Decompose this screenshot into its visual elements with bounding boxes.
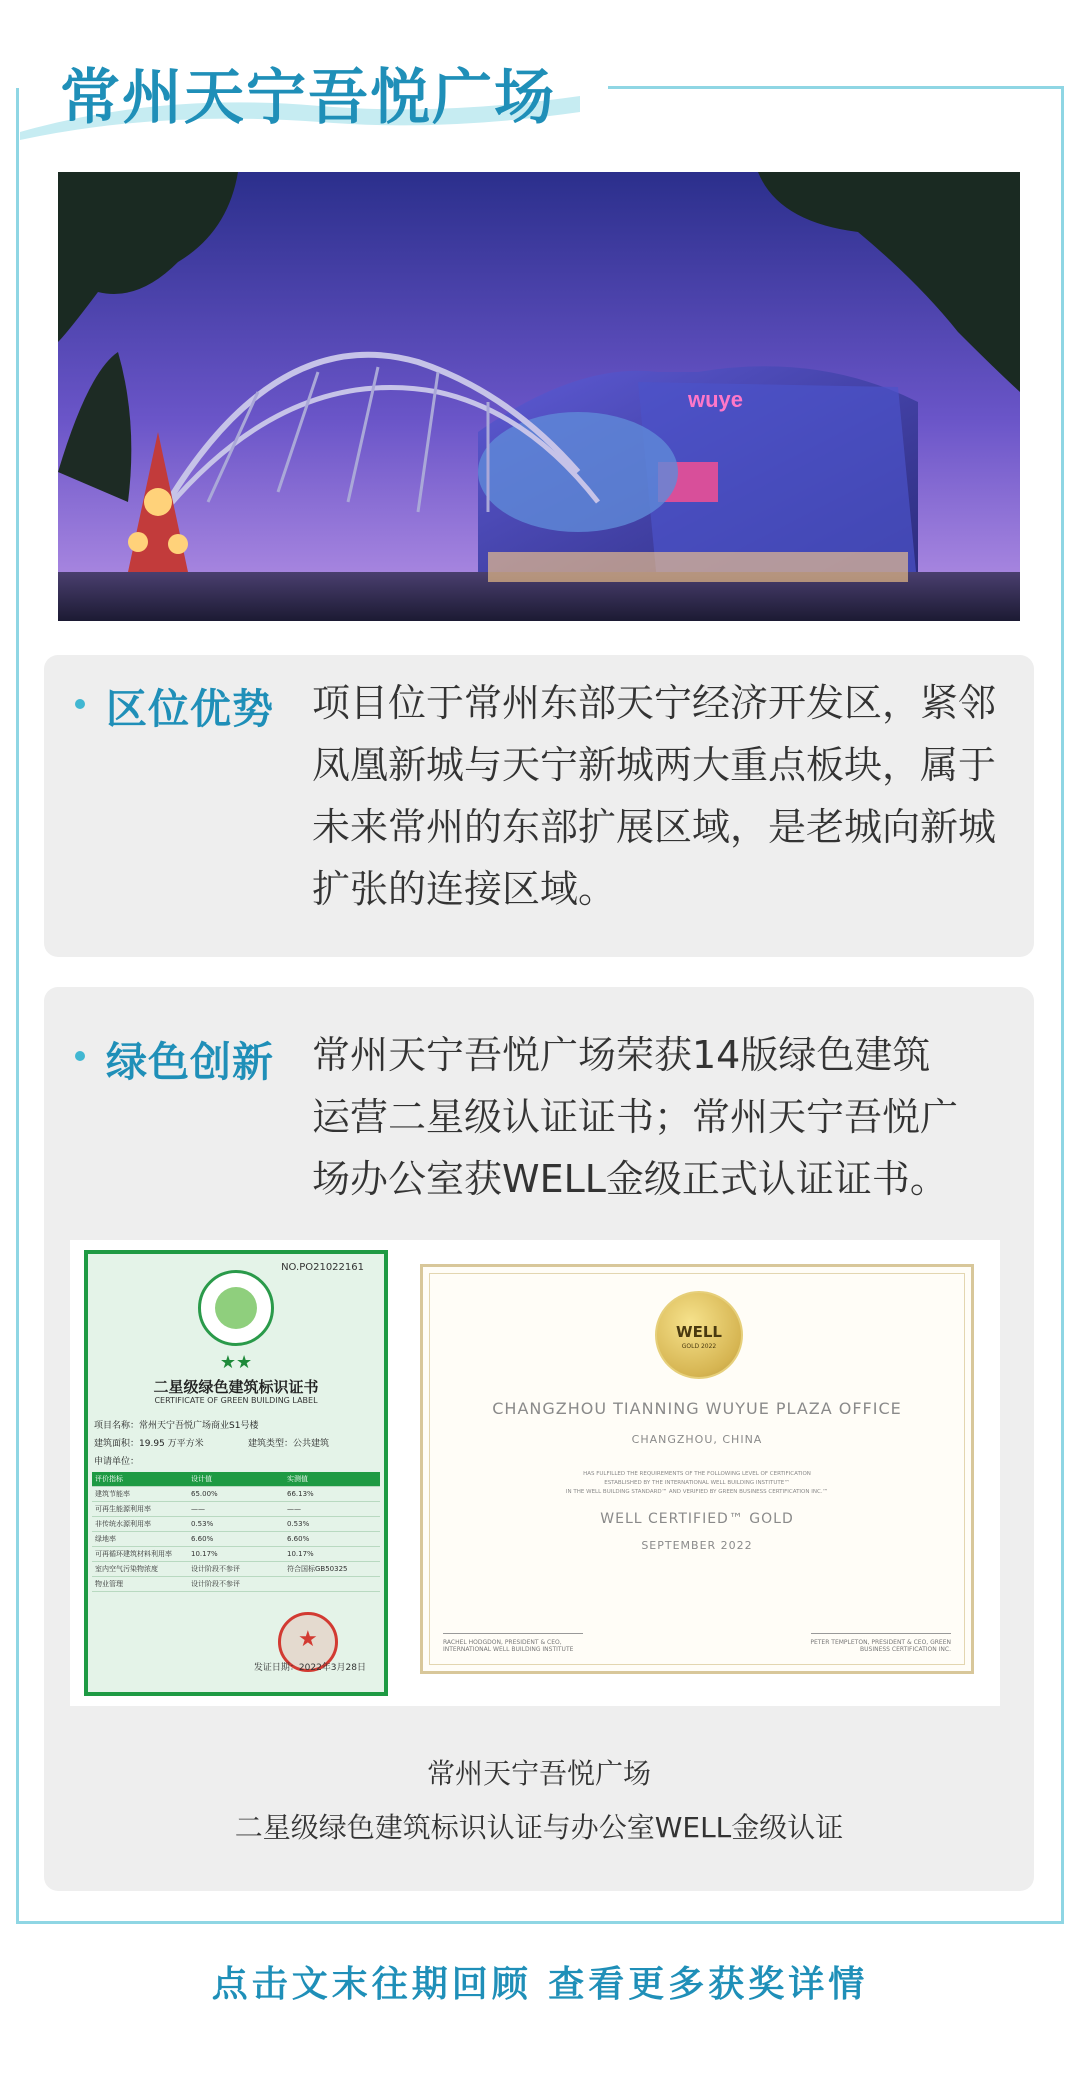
table-cell: 可再生能源利用率 [95, 1505, 151, 1513]
green-building-seal-icon [198, 1270, 274, 1346]
column-header: 设计值 [191, 1475, 212, 1483]
signer-left: RACHEL HODGDON, PRESIDENT & CEO, INTERNATIONAL WELL BUILDING INSTITUTE [443, 1639, 574, 1653]
table-row [92, 1532, 380, 1547]
green-innovation-label: 绿色创新 [106, 1038, 274, 1086]
table-row [92, 1562, 380, 1577]
certification-level: WELL CERTIFIED™ GOLD [600, 1511, 794, 1527]
well-certificate [420, 1264, 974, 1674]
project-name: 项目名称：常州天宁吾悦广场商业S1号楼 [94, 1421, 259, 1431]
text-line: 场办公室获WELL金级正式认证证书。 [312, 1157, 948, 1201]
text-line: 运营二星级认证证书；常州天宁吾悦广 [312, 1095, 959, 1139]
table-row [92, 1487, 380, 1502]
title-rule [608, 86, 1064, 89]
building-type: 建筑类型：公共建筑 [248, 1439, 330, 1449]
caption-line-1: 常州天宁吾悦广场 [426, 1757, 651, 1790]
caption-line-2: 二星级绿色建筑标识认证与办公室WELL金级认证 [234, 1811, 844, 1844]
text-line: 扩张的连接区域。 [312, 867, 617, 911]
table-cell: 建筑节能率 [95, 1490, 130, 1498]
well-gold-badge-icon [655, 1291, 743, 1379]
table-cell: —— [287, 1505, 301, 1513]
green-building-certificate [84, 1250, 388, 1696]
table-cell: 6.60% [287, 1535, 310, 1543]
column-header: 评价指标 [95, 1475, 123, 1483]
fine-print: IN THE WELL BUILDING STANDARD™ AND VERIFIED BY GREEN BUSINESS CERTIFICATION INC.™ [565, 1489, 829, 1495]
star-rating: ★★ [219, 1352, 253, 1373]
certification-date: SEPTEMBER 2022 [641, 1539, 753, 1552]
certificate-subtitle: CERTIFICATE OF GREEN BUILDING LABEL [154, 1396, 318, 1405]
page-title: 常州天宁吾悦广场 [60, 63, 556, 133]
table-row [92, 1517, 380, 1532]
fine-print: HAS FULFILLED THE REQUIREMENTS OF THE FOLLOWING LEVEL OF CERTIFICATION [583, 1471, 811, 1477]
text-line: 未来常州的东部扩展区域，是老城向新城 [312, 805, 997, 849]
fine-print: ESTABLISHED BY THE INTERNATIONAL WELL BUILDING INSTITUTE™ [604, 1480, 790, 1486]
table-cell: 可再循环建筑材料利用率 [95, 1550, 172, 1558]
bullet-icon [75, 699, 85, 709]
table-cell: 设计阶段不参评 [191, 1580, 240, 1588]
table-cell: 设计阶段不参评 [191, 1565, 240, 1573]
metrics-table [92, 1472, 380, 1592]
signature-line [443, 1633, 583, 1634]
issue-date: 发证日期：2022年3月28日 [253, 1663, 366, 1673]
text-line: 常州天宁吾悦广场荣获14版绿色建筑 [312, 1033, 931, 1077]
table-cell: 10.17% [287, 1550, 314, 1558]
location-advantage-text [312, 672, 996, 920]
applicant: 申请单位： [94, 1457, 140, 1467]
table-cell: 65.00% [191, 1490, 218, 1498]
table-cell: 符合国标GB50325 [287, 1565, 348, 1573]
table-cell: 物业管理 [95, 1580, 123, 1588]
svg-text:wuye: wuye [688, 387, 744, 412]
signature-line [811, 1633, 951, 1634]
table-header [92, 1472, 380, 1487]
certified-project-name: CHANGZHOU TIANNING WUYUE PLAZA OFFICE [492, 1399, 902, 1418]
table-cell: —— [191, 1505, 205, 1513]
text-line: 项目位于常州东部天宁经济开发区，紧邻 [312, 681, 997, 725]
table-row [92, 1547, 380, 1562]
footer-link-text[interactable]: 点击文末往期回顾 查看更多获奖详情 [211, 1964, 869, 2005]
text-line: 凤凰新城与天宁新城两大重点板块，属于 [312, 743, 997, 787]
table-cell: 66.13% [287, 1490, 314, 1498]
certificates-image [70, 1240, 1000, 1706]
location-advantage-label: 区位优势 [106, 685, 274, 733]
table-row [92, 1502, 380, 1517]
table-row [92, 1577, 380, 1592]
table-cell: 6.60% [191, 1535, 214, 1543]
table-cell: 非传统水源利用率 [95, 1520, 151, 1528]
table-cell [284, 1577, 380, 1591]
signer-right: PETER TEMPLETON, PRESIDENT & CEO, GREEN BUSINESS CERTIFICATION INC. [810, 1639, 951, 1653]
badge-subtext: GOLD 2022 [681, 1343, 717, 1350]
building-area: 建筑面积：19.95 万平方米 [94, 1439, 204, 1449]
badge-text: WELL [676, 1323, 722, 1341]
certified-location: CHANGZHOU, CHINA [631, 1433, 763, 1446]
green-innovation-text [312, 1024, 958, 1210]
plaza-night-photo [58, 172, 1020, 621]
table-cell: 0.53% [191, 1520, 214, 1528]
table-cell: 10.17% [191, 1550, 218, 1558]
certificate-title: 二星级绿色建筑标识证书 [153, 1378, 319, 1396]
bullet-icon [75, 1051, 85, 1061]
certificate-number: NO.PO21022161 [281, 1262, 364, 1273]
table-cell: 绿地率 [95, 1535, 116, 1543]
column-header: 实测值 [287, 1475, 308, 1483]
table-cell: 0.53% [287, 1520, 310, 1528]
table-cell: 室内空气污染物浓度 [95, 1565, 158, 1573]
